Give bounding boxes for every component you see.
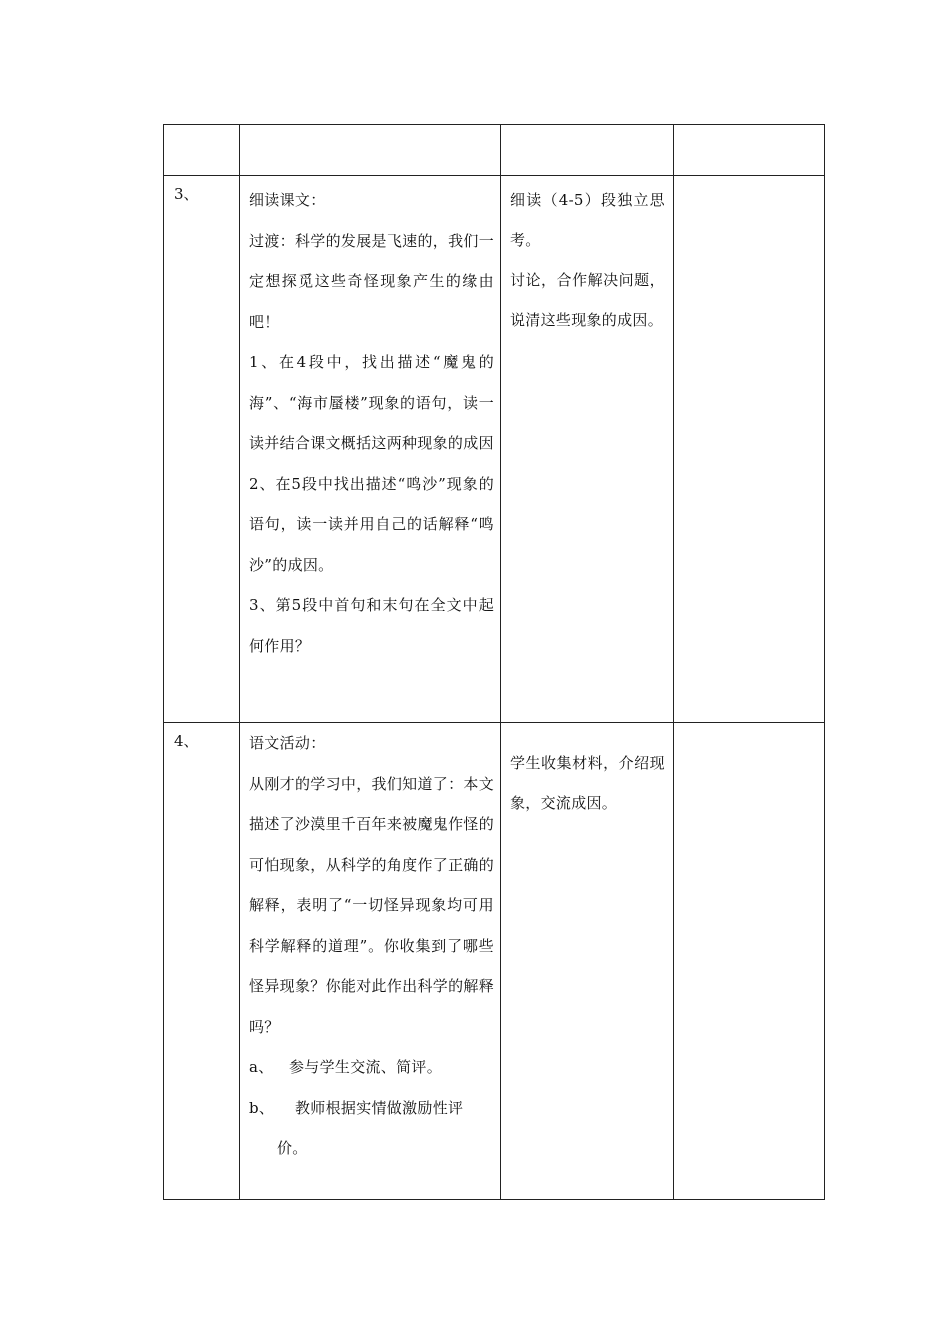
list-item-text: 教师根据实情做激励性评 bbox=[295, 1098, 464, 1117]
paragraph: 从刚才的学习中，我们知道了：本文描述了沙漠里千百年来被魔鬼作怪的可怕现象，从科学的角度作了正确的解释，表明了“一切怪异现象均可用科学解释的道理”。你收集到了哪些怪异现象？你能对此作出科学的解释吗？ bbox=[249, 774, 494, 1036]
paragraph: 学生收集材料，介绍现象，交流成因。 bbox=[510, 754, 665, 812]
list-item-text: 参与学生交流、简评。 bbox=[289, 1058, 443, 1076]
notes-cell bbox=[674, 176, 825, 723]
list-item-label: b、 bbox=[249, 1098, 275, 1117]
notes-cell bbox=[674, 125, 825, 176]
section-heading: 语文活动： bbox=[249, 734, 326, 752]
list-item bbox=[249, 1088, 494, 1129]
step-number-cell bbox=[164, 723, 240, 1200]
step-number-cell bbox=[164, 176, 240, 723]
paragraph: 3、第5段中首句和末句在全文中起何作用？ bbox=[249, 596, 494, 655]
paragraph: 1、在4段中，找出描述“魔鬼的海”、“海市蜃楼”现象的语句，读一读并结合课文概括这两种现象的成因 bbox=[249, 353, 494, 452]
paragraph: 细读（4-5）段独立思考。 bbox=[510, 191, 665, 249]
step-number: 3、 bbox=[174, 185, 199, 203]
paragraph: 讨论，合作解决问题，说清这些现象的成因。 bbox=[510, 271, 665, 329]
table-row bbox=[164, 723, 825, 1200]
table-row bbox=[164, 176, 825, 723]
notes-cell bbox=[674, 723, 825, 1200]
student-activity-cell bbox=[501, 176, 674, 723]
section-heading: 细读课文： bbox=[249, 191, 326, 209]
list-item bbox=[249, 1047, 494, 1088]
paragraph: 2、在5段中找出描述“鸣沙”现象的语句，读一读并用自己的话解释“鸣沙”的成因。 bbox=[249, 474, 494, 574]
teacher-activity-cell bbox=[240, 125, 501, 176]
table-row bbox=[164, 125, 825, 176]
step-number: 4、 bbox=[174, 732, 199, 750]
teacher-activity-cell bbox=[240, 176, 501, 723]
student-activity-cell bbox=[501, 723, 674, 1200]
paragraph: 过渡：科学的发展是飞速的，我们一定想探觅这些奇怪现象产生的缘由吧！ bbox=[249, 231, 494, 331]
step-number-cell bbox=[164, 125, 240, 176]
list-item-label: a、 bbox=[249, 1058, 274, 1076]
teacher-activity-cell bbox=[240, 723, 501, 1200]
student-activity-cell bbox=[501, 125, 674, 176]
lesson-plan-table bbox=[163, 124, 825, 1200]
list-item-continuation: 价。 bbox=[277, 1139, 308, 1157]
